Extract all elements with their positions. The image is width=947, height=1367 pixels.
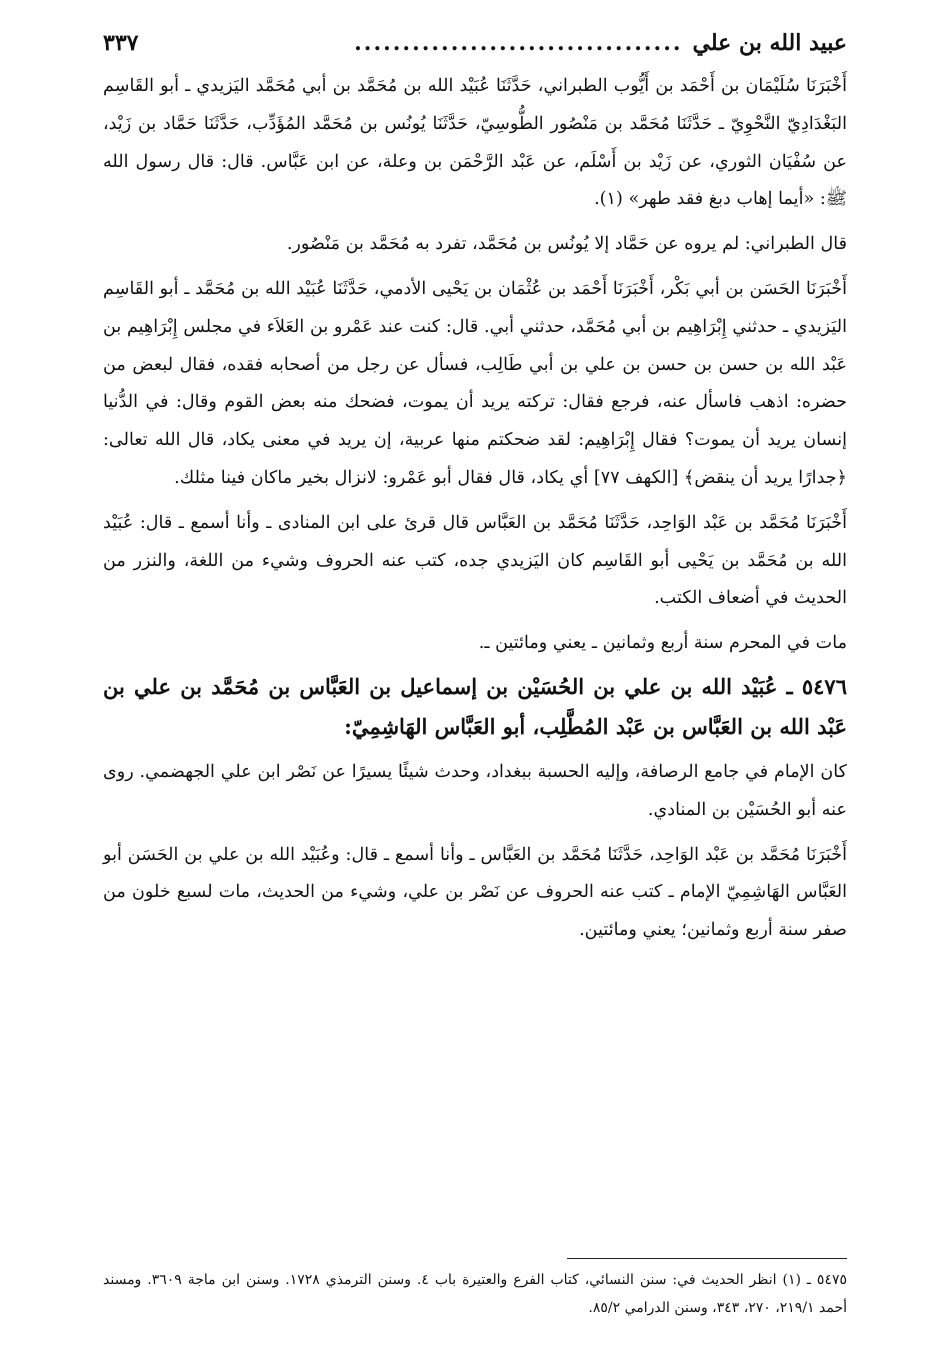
footnotes xyxy=(103,1266,847,1322)
paragraph-7: أَخْبَرَنَا مُحَمَّد بن عَبْد الوَاحِد، حَدَّثَنَا مُحَمَّد بن العَبَّاس ـ وأنا أسمع ـ قال: وعُبَيْد الله بن علي بن الحَسَن أبو العَبَّاس الهَاشِمِيّ الإمام ـ كتب عنه الحروف عن نَصْر بن علي، وشيء من الحديث، مات لسبع خلون من صفر سنة أربع وثمانين؛ يعني ومائتين. xyxy=(103,844,847,941)
header-dot-leader: .................................. xyxy=(354,30,683,56)
paragraph-3: أَخْبَرَنَا الحَسَن بن أبي بَكْر، أَخْبَرَنَا أَحْمَد بن عُثْمَان بن يَحْيى الأدمي، حَدَّثَنَا عُبَيْد الله بن مُحَمَّد ـ أبو القَاسِم اليَزيدي ـ حدثني إِبْرَاهِيم بن أبي مُحَمَّد، حدثني أبي. قال: كنت عند عَمْرو بن العَلاَء في مجلس إِبْرَاهِيم بن عَبْد الله بن حسن بن حسن بن علي بن أبي طَالِب، فسأل عن رجل من أصحابه فقده، فقال لبعض من حضره: اذهب فاسأل عنه، فرجع فقال: تركته يريد أن يموت، فضحك منه بعض القوم وقال: في الدُّنيا إنسان يريد أن يموت؟ فقال إِبْرَاهِيم: لقد ضحكتم منها عربية، إن يريد في معنى يكاد، قال الله تعالى: ﴿جدارًا يريد أن ينقض﴾ [الكهف ٧٧] أي يكاد، قال فقال أبو عَمْرو: لانزال بخير ماكان فينا مثلك. xyxy=(103,278,847,488)
footnote-1: ٥٤٧٥ ـ (١) انظر الحديث في: سنن النسائي، كتاب الفرع والعتيرة باب ٤. وسنن الترمذي ١٧٢٨. وسنن ابن ماجة ٣٦٠٩. ومسند أحمد ٢١٩/١، ٢٧٠، ٣٤٣، وسنن الدرامي ٨٥/٢. xyxy=(103,1272,847,1316)
paragraph-4: أَخْبَرَنَا مُحَمَّد بن عَبْد الوَاحِد، حَدَّثَنَا مُحَمَّد بن العَبَّاس قال قرئ على ابن المنادى ـ وأنا أسمع ـ قال: عُبَيْد الله بن مُحَمَّد بن يَحْيى أبو القَاسِم كان اليَزيدي جده، كتب عنه الحروف وشيء من اللغة، والنزر من الحديث في أضعاف الكتب. xyxy=(103,512,847,609)
main-text xyxy=(103,68,847,950)
page-number: ٣٣٧ xyxy=(103,30,139,56)
entry-heading: ٥٤٧٦ ـ عُبَيْد الله بن علي بن الحُسَيْن بن إسماعيل بن العَبَّاس بن مُحَمَّد بن علي بن عَبْد الله بن العَبَّاس بن عَبْد المُطَّلِب، أبو العَبَّاس الهَاشِمِيّ: xyxy=(103,673,847,739)
running-title: عبيد الله بن علي xyxy=(692,30,847,56)
footnote-separator xyxy=(567,1258,847,1259)
paragraph-5: مات في المحرم سنة أربع وثمانين ـ يعني ومائتين ـ. xyxy=(478,633,847,654)
paragraph-2: قال الطبراني: لم يروه عن حَمَّاد إلا يُونُس بن مُحَمَّد، تفرد به مُحَمَّد بن مَنْصُور. xyxy=(286,234,847,255)
page-header xyxy=(103,30,847,68)
paragraph-1: أَخْبَرَنَا سُلَيْمَان بن أَحْمَد بن أَيُّوب الطبراني، حَدَّثَنَا عُبَيْد الله بن مُحَمَّد بن أبي مُحَمَّد اليَزيدي ـ أبو القَاسِم البَغْدَادِيّ النَّحْوِيّ ـ حَدَّثَنَا مُحَمَّد بن مَنْصُور الطُّوسِيّ، حَدَّثَنَا يُونُس بن مُحَمَّد المُؤَدِّب، حَدَّثَنَا حَمَّاد بن زَيْد، عن سُفْيَان الثوري، عن زَيْد بن أَسْلَم، عن عَبْد الرَّحْمَن بن وعلة، عن ابن عَبَّاس. قال: قال رسول الله ﷺ: «أيما إهاب دبغ فقد طهر» (١). xyxy=(103,76,847,210)
paragraph-6: كان الإمام في جامع الرصافة، وإليه الحسبة ببغداد، وحدث شيئًا يسيرًا عن نَصْر ابن علي الجهضمي. روى عنه أبو الحُسَيْن بن المنادي. xyxy=(103,761,847,820)
